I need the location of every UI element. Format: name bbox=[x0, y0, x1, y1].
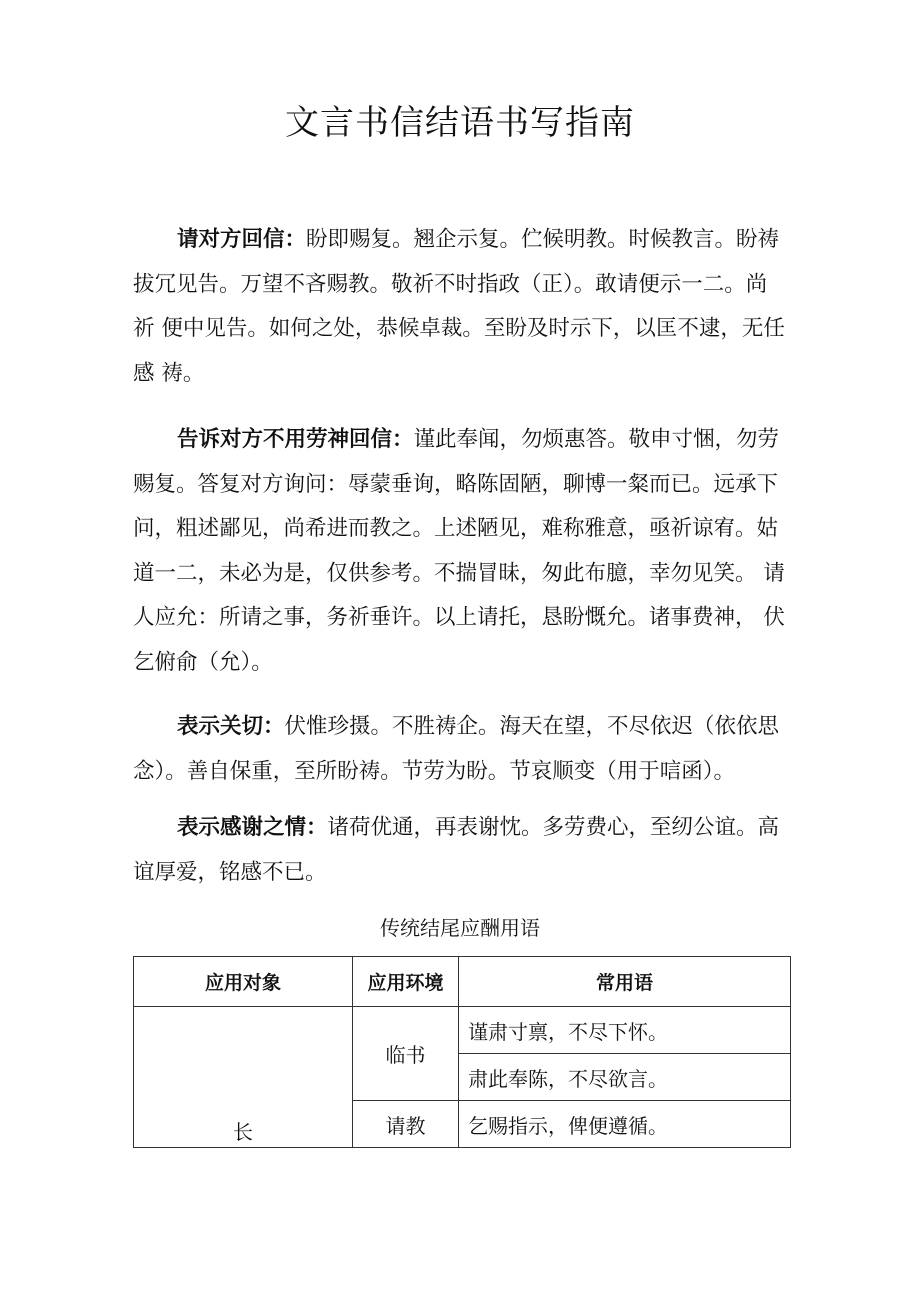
paragraph-no-reply: 告诉对方不用劳神回信：谨此奉闻，勿烦惠答。敬申寸悃，勿劳 赐复。答复对方询问：辱蒙垂询，略陈固陋，聊博一粲而已。远承下 问，粗述鄙见，尚希进而教之。上述陋见，难称雅意，亟祈谅宥。姑 道一二，未必为是，仅供参考。不揣冒昧，匆此布臆，幸勿见笑。 请 人应允：所请之事，务祈垂许。以上请托，恳盼慨允。诸事费神， 伏 乞俯俞（允）。 bbox=[133, 427, 785, 675]
paragraph-label: 请对方回信： bbox=[177, 227, 307, 252]
page-title: 文言书信结语书写指南 bbox=[285, 103, 635, 143]
paragraph-reply-request: 请对方回信：盼即赐复。翘企示复。伫候明教。时候教言。盼祷 拔冗见告。万望不吝赐教。敬祈不时指政（正）。敢请便示一二。尚 祈 便中见告。如何之处，恭候卓裁。至盼及时示下，以匡不逮，无任 感 祷。 bbox=[133, 227, 785, 386]
phrase-cell: 乞赐指示，俾便遵循。 bbox=[459, 1101, 791, 1148]
paragraph-label: 表示感谢之情： bbox=[177, 815, 328, 840]
phrase-cell: 谨肃寸禀，不尽下怀。 bbox=[459, 1007, 791, 1054]
paragraph-concern: 表示关切：伏惟珍摄。不胜祷企。海天在望，不尽依迟（依依思 念）。善自保重，至所盼祷。节劳为盼。节哀顺变（用于唁函）。 bbox=[133, 714, 780, 784]
closing-phrases-table bbox=[133, 956, 791, 1148]
env-cell: 请教 bbox=[353, 1101, 459, 1148]
table-caption: 传统结尾应酬用语 bbox=[380, 916, 540, 940]
table-header-row: 应用对象 应用环境 常用语 bbox=[134, 957, 791, 1007]
paragraph-label: 告诉对方不用劳神回信： bbox=[177, 427, 414, 452]
env-cell: 临书 bbox=[353, 1007, 459, 1101]
table-row bbox=[134, 1007, 791, 1054]
paragraph-thanks: 表示感谢之情：诸荷优通，再表谢忱。多劳费心，至纫公谊。高 谊厚爱，铭感不已。 bbox=[133, 815, 780, 885]
target-cell: 长 bbox=[134, 1007, 353, 1148]
paragraph-label: 表示关切： bbox=[177, 714, 285, 739]
phrase-cell: 肃此奉陈，不尽欲言。 bbox=[459, 1054, 791, 1101]
